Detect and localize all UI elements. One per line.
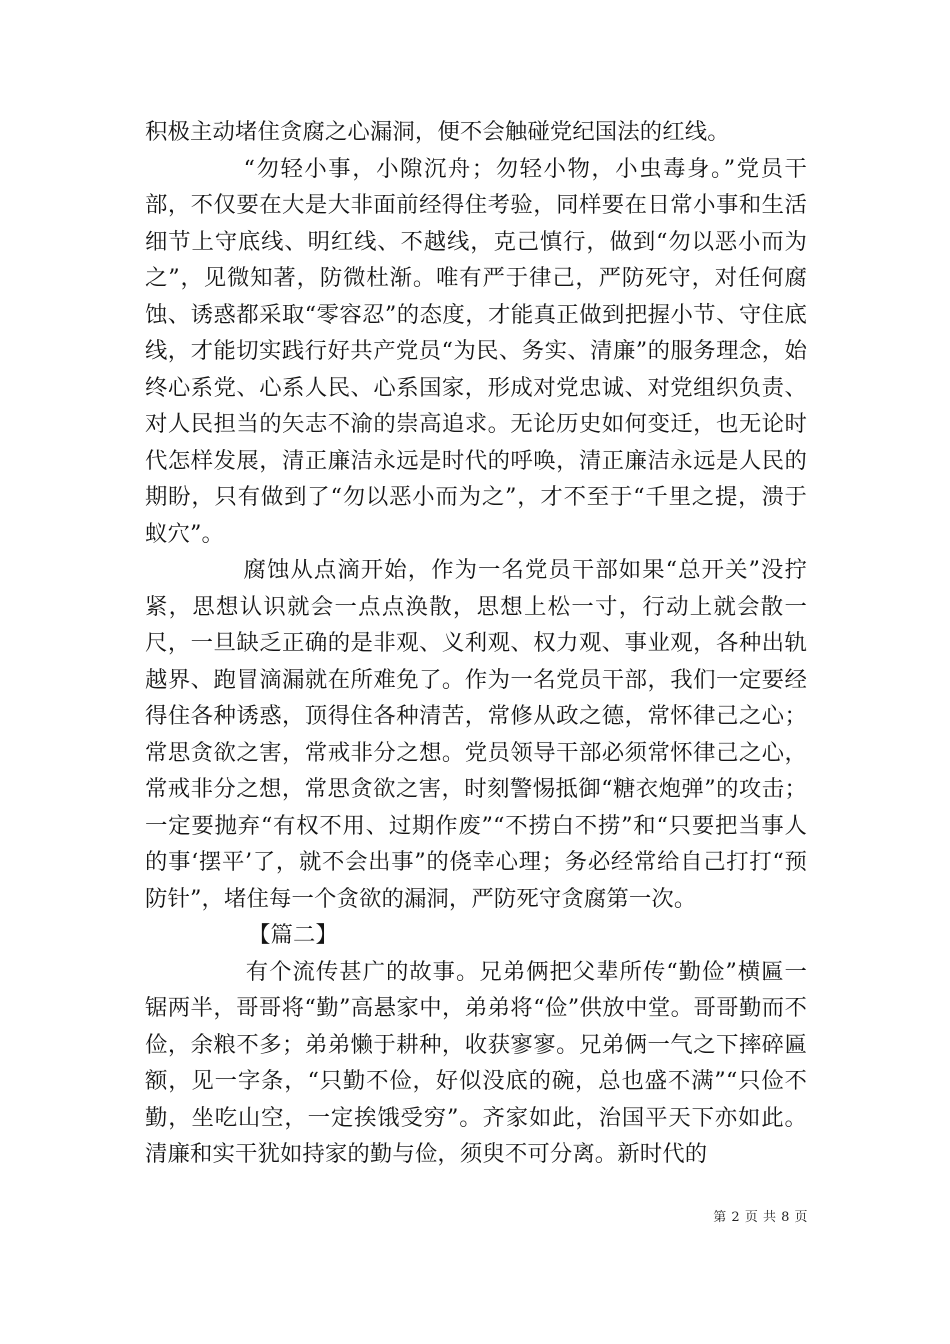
section-heading: 【篇二】: [248, 922, 338, 948]
paragraph-continuation: 积极主动堵住贪腐之心漏洞，便不会触碰党纪国法的红线。: [145, 119, 730, 145]
page-number-footer: 第 2 页 共 8 页: [713, 1210, 808, 1225]
paragraph-corrosion: 腐蚀从点滴开始，作为一名党员干部如果“总开关”没拧紧，思想认识就会一点点涣散，思想上松一寸，行动上就会散一尺，一旦缺乏正确的是非观、义利观、权力观、事业观，各种出轨越界、跑冒滴漏就在所难免了。作为一名党员干部，我们一定要经得住各种诱惑，顶得住各种清苦，常修从政之德，常怀律己之心；常思贪欲之害，常戒非分之想。党员领导干部必须常怀律己之心，常戒非分之想，常思贪欲之害，时刻警惕抵御“糖衣炮弹”的攻击；一定要抛弃“有权不用、过期作废”“不捞白不捞”和“只要把当事人的事‘摆平’了，就不会出事”的侥幸心理；务必经常给自己打打“预防针”，堵住每一个贪欲的漏洞，严防死守贪腐第一次。: [145, 557, 807, 912]
paragraph-small-things: “勿轻小事，小隙沉舟；勿轻小物，小虫毒身。”党员干部，不仅要在大是大非面前经得住考验，同样要在日常小事和生活细节上守底线、明红线、不越线，克己慎行，做到“勿以恶小而为之”，见微知著，防微杜渐。唯有严于律己，严防死守，对任何腐蚀、诱惑都采取“零容忍”的态度，才能真正做到把握小节、守住底线，才能切实践行好共产党员“为民、务实、清廉”的服务理念，始终心系党、心系人民、心系国家，形成对党忠诚、对党组织负责、对人民担当的矢志不渝的崇高追求。无论历史如何变迁，也无论时代怎样发展，清正廉洁永远是时代的呼唤，清正廉洁永远是人民的期盼，只有做到了“勿以恶小而为之”，才不至于“千里之提，溃于蚁穴”。: [145, 155, 807, 547]
paragraph-story: 有个流传甚广的故事。兄弟俩把父辈所传“勤俭”横匾一锯两半，哥哥将“勤”高悬家中，弟弟将“俭”供放中堂。哥哥勤而不俭，余粮不多；弟弟懒于耕种，收获寥寥。兄弟俩一气之下摔碎匾额，见一字条，“只勤不俭，好似没底的碗，总也盛不满”“只俭不勤，坐吃山空，一定挨饿受穷”。齐家如此，治国平天下亦如此。清廉和实干犹如持家的勤与俭，须臾不可分离。新时代的: [145, 958, 807, 1167]
document-body: [145, 114, 807, 1173]
